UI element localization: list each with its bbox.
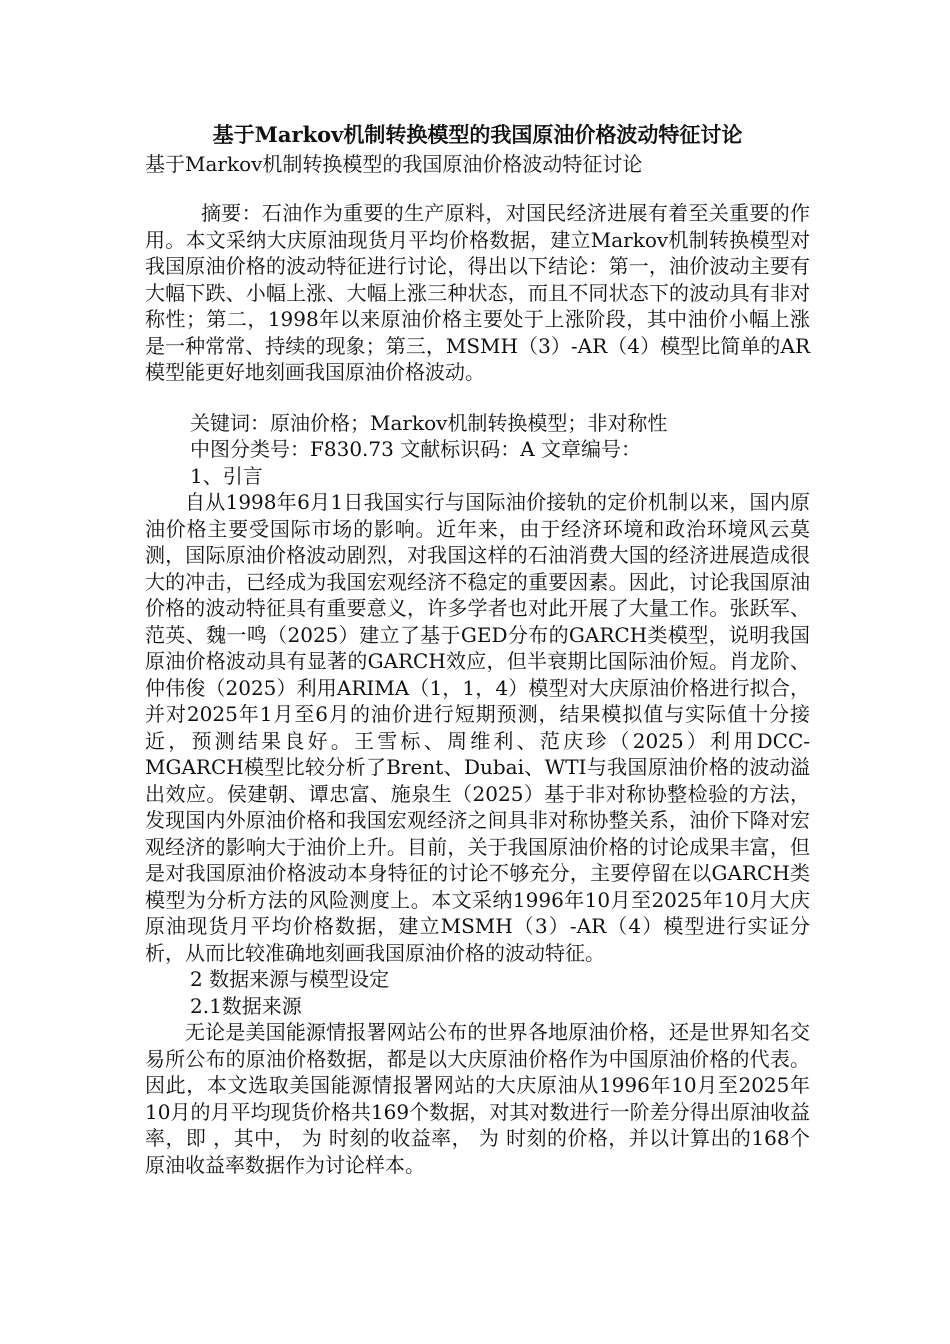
document-page bbox=[145, 120, 810, 1178]
section-2-1-paragraph: 无论是美国能源情报署网站公布的世界各地原油价格，还是世界知名交易所公布的原油价格数据，都是以大庆原油价格作为中国原油价格的代表。因此，本文选取美国能源情报署网站的大庆原油从1996年10月至2025年10月的月平均现货价格共169个数据，对其对数进行一阶差分得出原油收益率，即 ，其中， 为 时刻的收益率， 为 时刻的价格，并以计算出的168个原油收益率数据作为讨论样本。 bbox=[145, 1020, 810, 1177]
classification-line: 中图分类号：F830.73 文献标识码：A 文章编号： bbox=[190, 437, 642, 461]
document-title: 基于Markov机制转换模型的我国原油价格波动特征讨论 bbox=[212, 122, 743, 147]
document-subtitle: 基于Markov机制转换模型的我国原油价格波动特征讨论 bbox=[145, 152, 643, 176]
section-1-heading: 1、引言 bbox=[190, 463, 263, 488]
section-1-paragraph: 自从1998年6月1日我国实行与国际油价接轨的定价机制以来，国内原油价格主要受国际市场的影响。近年来，由于经济环境和政治环境风云莫测，国际原油价格波动剧烈，对我国这样的石油消费大国的经济进展造成很大的冲击，已经成为我国宏观经济不稳定的重要因素。因此，讨论我国原油价格的波动特征具有重要意义，许多学者也对此开展了大量工作。张跃军、范英、魏一鸣（2025）建立了基于GED分布的GARCH类模型，说明我国原油价格波动具有显著的GARCH效应，但半衰期比国际油价短。肖龙阶、仲伟俊（2025）利用ARIMA（1，1，4）模型对大庆原油价格进行拟合，并对2025年1月至6月的油价进行短期预测，结果模拟值与实际值十分接近，预测结果良好。王雪标、周维利、范庆珍（2025）利用DCC-MGARCH模型比较分析了Brent、Dubai、WTI与我国原油价格的波动溢出效应。侯建朝、谭忠富、施泉生（2025）基于非对称协整检验的方法，发现国内外原油价格和我国宏观经济之间具非对称协整关系，油价下降对宏观经济的影响大于油价上升。目前，关于我国原油价格的讨论成果丰富，但是对我国原油价格波动本身特征的讨论不够充分，主要停留在以GARCH类模型为分析方法的风险测度上。本文采纳1996年10月至2025年10月大庆原油现货月平均价格数据，建立MSMH（3）-AR（4）模型进行实证分析，从而比较准确地刻画我国原油价格的波动特征。 bbox=[145, 490, 810, 965]
abstract-paragraph: 摘要：石油作为重要的生产原料，对国民经济进展有着至关重要的作用。本文采纳大庆原油现货月平均价格数据，建立Markov机制转换模型对我国原油价格的波动特征进行讨论，得出以下结论：第一，油价波动主要有大幅下跌、小幅上涨、大幅上涨三种状态，而且不同状态下的波动具有非对称性；第二，1998年以来原油价格主要处于上涨阶段，其中油价小幅上涨是一种常常、持续的现象；第三，MSMH（3）-AR（4）模型比简单的AR模型能更好地刻画我国原油价格波动。 bbox=[145, 201, 810, 384]
keywords-line: 关键词：原油价格；Markov机制转换模型；非对称性 bbox=[190, 410, 668, 435]
section-2-1-heading: 2.1数据来源 bbox=[190, 993, 302, 1018]
section-2-heading: 2 数据来源与模型设定 bbox=[190, 967, 390, 991]
